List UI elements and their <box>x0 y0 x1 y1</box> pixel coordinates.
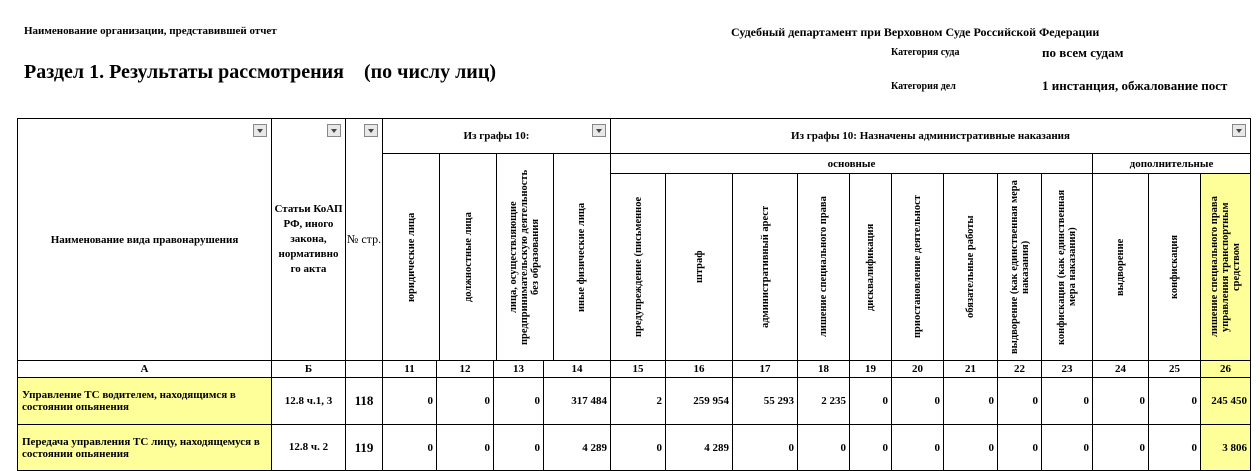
col-header: выдворение (как единственная мера наказания) <box>998 174 1042 361</box>
index-cell: 24 <box>1093 361 1149 378</box>
row-name: Передача управления ТС лицу, находящемуся в состоянии опьянения <box>18 425 272 471</box>
department-name: Судебный департамент при Верховном Суде Российской Федерации <box>731 25 1100 39</box>
col-header: предупреждение (письменное <box>611 174 666 361</box>
table-cell: 0 <box>998 425 1042 471</box>
results-table <box>17 118 1251 471</box>
index-cell: 12 <box>437 361 494 378</box>
index-cell: 16 <box>666 361 733 378</box>
row-article: 12.8 ч.1, 3 <box>272 378 346 425</box>
table-cell: 0 <box>437 425 494 471</box>
index-cell: 19 <box>850 361 892 378</box>
col-header: выдворение <box>1093 174 1149 361</box>
col-header-name: Наименование вида правонарушения <box>18 119 272 361</box>
col-header-row-no: № стр. <box>346 119 383 361</box>
dropdown-filter-icon[interactable] <box>253 124 267 137</box>
dropdown-filter-icon[interactable] <box>592 124 606 137</box>
org-label: Наименование организации, представившей отчет <box>24 25 277 37</box>
index-cell: 13 <box>494 361 544 378</box>
table-cell: 0 <box>1093 425 1149 471</box>
index-cell: 15 <box>611 361 666 378</box>
table-cell: 0 <box>850 378 892 425</box>
table-cell: 0 <box>1149 425 1201 471</box>
table-cell: 0 <box>437 378 494 425</box>
row-number: 119 <box>346 425 383 471</box>
court-category-label: Категория суда <box>891 47 960 58</box>
table-cell: 0 <box>944 425 998 471</box>
index-cell: Б <box>272 361 346 378</box>
col-header: приостановление деятельност <box>892 174 944 361</box>
table-cell: 0 <box>383 378 437 425</box>
table-row <box>18 425 1251 471</box>
table-cell: 0 <box>733 425 798 471</box>
table-cell: 0 <box>944 378 998 425</box>
table-cell: 0 <box>998 378 1042 425</box>
index-cell: 18 <box>798 361 850 378</box>
table-cell: 2 <box>611 378 666 425</box>
table-cell: 0 <box>1149 378 1201 425</box>
table-cell: 0 <box>1093 378 1149 425</box>
table-cell: 4 289 <box>666 425 733 471</box>
table-cell: 0 <box>494 425 544 471</box>
table-cell: 0 <box>494 378 544 425</box>
index-cell: 21 <box>944 361 998 378</box>
page-title: Раздел 1. Результаты рассмотрения (по числу лиц) <box>24 61 497 83</box>
dropdown-filter-icon[interactable] <box>364 124 378 137</box>
row-name: Управление ТС водителем, находящимся в состоянии опьянения <box>18 378 272 425</box>
index-cell: 17 <box>733 361 798 378</box>
group1-subcolumns <box>383 154 611 361</box>
dropdown-filter-icon[interactable] <box>1232 124 1246 137</box>
row-number: 118 <box>346 378 383 425</box>
index-cell: 11 <box>383 361 437 378</box>
table-cell: 0 <box>798 425 850 471</box>
col-header: лишение специального права управления транспортным средством <box>1201 174 1251 361</box>
index-cell: 26 <box>1201 361 1251 378</box>
index-cell: 14 <box>544 361 611 378</box>
col-header: иные физические лица <box>553 154 610 360</box>
case-category-label: Категория дел <box>891 81 956 92</box>
group-header-graph10: Из графы 10: <box>383 119 611 154</box>
index-cell: 25 <box>1149 361 1201 378</box>
table-cell: 0 <box>1042 425 1093 471</box>
col-header: юридические лица <box>383 154 440 360</box>
col-header: штраф <box>666 174 733 361</box>
col-header: административный арест <box>733 174 798 361</box>
table-cell: 0 <box>1042 378 1093 425</box>
table-row <box>18 378 1251 425</box>
col-header: дисквалификация <box>850 174 892 361</box>
index-cell: А <box>18 361 272 378</box>
table-cell: 317 484 <box>544 378 611 425</box>
table-cell: 245 450 <box>1201 378 1251 425</box>
case-category-value: 1 инстанция, обжалование пост <box>1042 78 1228 93</box>
col-header: лишение специального права <box>798 174 850 361</box>
index-cell <box>346 361 383 378</box>
col-header: лица, осуществляющие предпринимательскую деятельность без образования <box>497 154 554 360</box>
col-header: должностные лица <box>440 154 497 360</box>
index-cell: 22 <box>998 361 1042 378</box>
table-cell: 0 <box>383 425 437 471</box>
subgroup-additional: дополнительные <box>1093 154 1251 174</box>
table-cell: 0 <box>892 378 944 425</box>
table-cell: 0 <box>611 425 666 471</box>
col-header: конфискация <box>1149 174 1201 361</box>
table-cell: 259 954 <box>666 378 733 425</box>
index-cell: 23 <box>1042 361 1093 378</box>
col-header-articles: Статьи КоАП РФ, иного закона, нормативно го акта <box>272 119 346 361</box>
col-header: конфискация (как единственная мера наказания) <box>1042 174 1093 361</box>
col-header: обязательные работы <box>944 174 998 361</box>
group-header-penalties: Из графы 10: Назначены административные наказания <box>611 119 1251 154</box>
dropdown-filter-icon[interactable] <box>327 124 341 137</box>
index-cell: 20 <box>892 361 944 378</box>
table-cell: 0 <box>892 425 944 471</box>
table-cell: 4 289 <box>544 425 611 471</box>
table-cell: 2 235 <box>798 378 850 425</box>
table-cell: 3 806 <box>1201 425 1251 471</box>
row-article: 12.8 ч. 2 <box>272 425 346 471</box>
court-category-value: по всем судам <box>1042 45 1124 60</box>
subgroup-main: основные <box>611 154 1093 174</box>
table-cell: 55 293 <box>733 378 798 425</box>
table-cell: 0 <box>850 425 892 471</box>
